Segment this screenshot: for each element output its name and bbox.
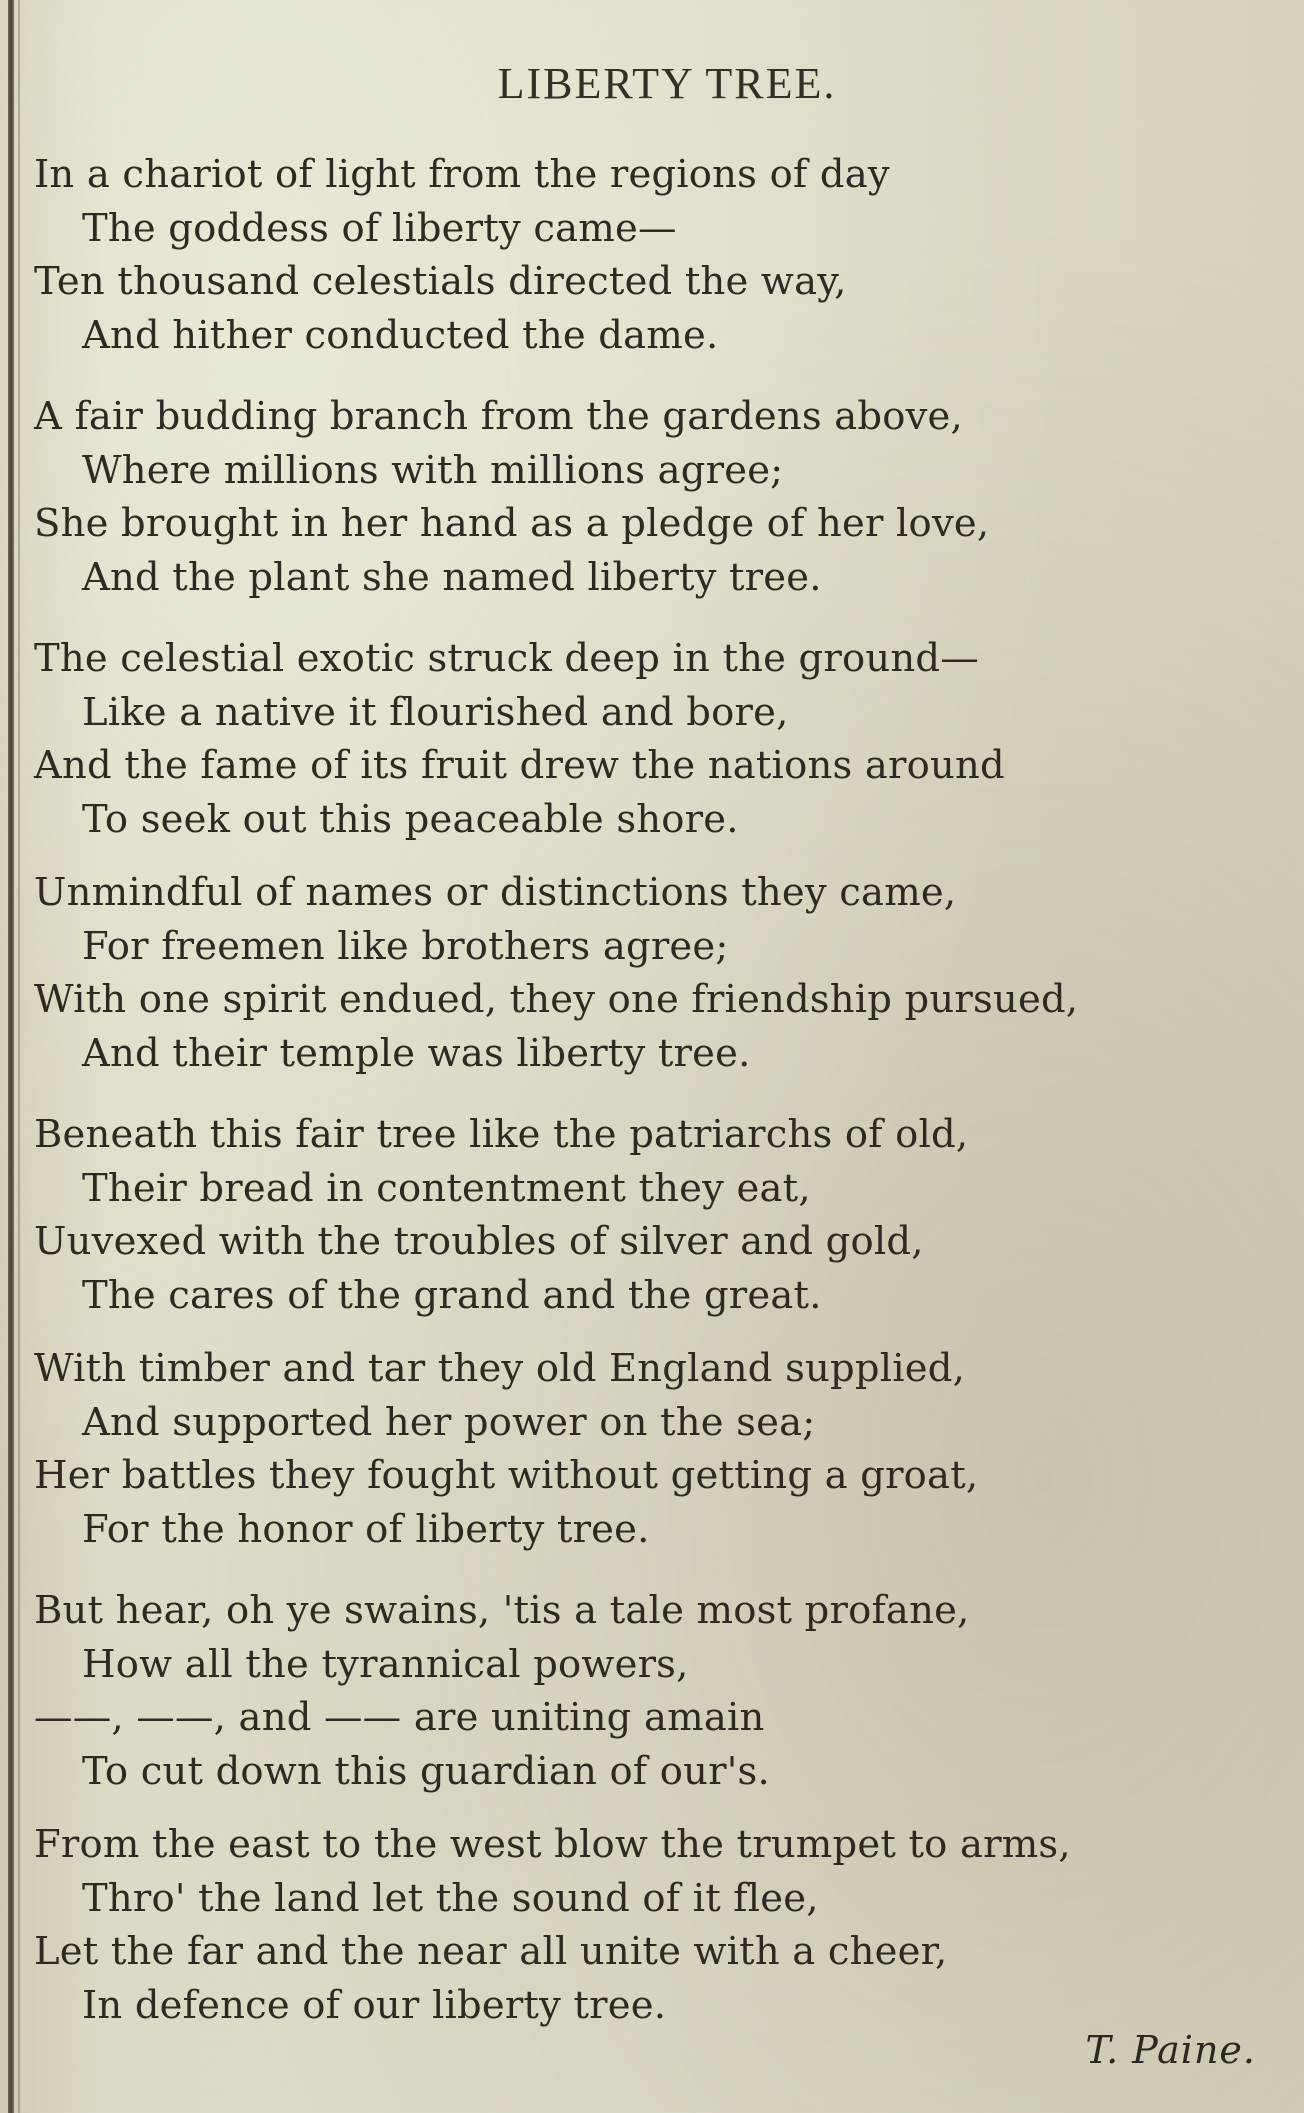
poem-line: For freemen like brothers agree; bbox=[82, 923, 729, 969]
poem-line: Let the far and the near all unite with a cheer, bbox=[34, 1929, 948, 1974]
poem-line: And their temple was liberty tree. bbox=[82, 1030, 751, 1076]
poem-line: To cut down this guardian of our's. bbox=[82, 1748, 770, 1794]
poem-line: Thro' the land let the sound of it flee, bbox=[82, 1875, 819, 1921]
poem-line: With one spirit endued, they one friendship pursued, bbox=[34, 977, 1079, 1022]
poem-line: In a chariot of light from the regions of day bbox=[34, 152, 890, 197]
poem-line: And the plant she named liberty tree. bbox=[82, 554, 822, 600]
poem-line: Like a native it flourished and bore, bbox=[82, 689, 789, 735]
poem-line: And supported her power on the sea; bbox=[82, 1399, 816, 1445]
poem-line: Where millions with millions agree; bbox=[82, 447, 784, 493]
column-rule-thin bbox=[18, 0, 20, 2113]
poem-line: And hither conducted the dame. bbox=[82, 312, 719, 358]
poem-line: For the honor of liberty tree. bbox=[82, 1506, 650, 1552]
stanza-5 bbox=[34, 1108, 1234, 1322]
poem-line: Unmindful of names or distinctions they came, bbox=[34, 870, 957, 915]
poem-title: LIBERTY TREE. bbox=[497, 59, 837, 108]
poem-line: ——, ——, and —— are uniting amain bbox=[34, 1695, 765, 1740]
stanza-3 bbox=[34, 632, 1234, 846]
stanza-8 bbox=[34, 1818, 1234, 2032]
poem-line: She brought in her hand as a pledge of her love, bbox=[34, 501, 990, 546]
poem-line: A fair budding branch from the gardens above, bbox=[34, 394, 963, 439]
poem-line: To seek out this peaceable shore. bbox=[82, 796, 739, 842]
poem-line: The celestial exotic struck deep in the ground— bbox=[34, 636, 979, 681]
column-rule bbox=[8, 0, 14, 2113]
poem-line: Her battles they fought without getting a groat, bbox=[34, 1453, 979, 1498]
author-signature: T. Paine. bbox=[1085, 2028, 1256, 2072]
poem-line: But hear, oh ye swains, 'tis a tale most profane, bbox=[34, 1588, 970, 1633]
poem-body bbox=[34, 148, 1234, 2060]
poem-line: Beneath this fair tree like the patriarchs of old, bbox=[34, 1112, 969, 1157]
stanza-7 bbox=[34, 1584, 1234, 1798]
poem-line: Uuvexed with the troubles of silver and gold, bbox=[34, 1219, 924, 1264]
poem-line: And the fame of its fruit drew the nations around bbox=[34, 743, 1005, 788]
poem-line: Their bread in contentment they eat, bbox=[82, 1165, 811, 1211]
poem-line: The cares of the grand and the great. bbox=[82, 1272, 822, 1318]
poem-line: Ten thousand celestials directed the way, bbox=[34, 259, 847, 304]
poem-line: How all the tyrannical powers, bbox=[82, 1641, 689, 1687]
stanza-2 bbox=[34, 390, 1234, 604]
poem-line: From the east to the west blow the trumpet to arms, bbox=[34, 1822, 1071, 1867]
stanza-6 bbox=[34, 1342, 1234, 1556]
stanza-1 bbox=[34, 148, 1234, 362]
stanza-4 bbox=[34, 866, 1234, 1080]
poem-line: The goddess of liberty came— bbox=[82, 205, 677, 251]
poem-line: In defence of our liberty tree. bbox=[82, 1982, 667, 2028]
poem-line: With timber and tar they old England supplied, bbox=[34, 1346, 966, 1391]
